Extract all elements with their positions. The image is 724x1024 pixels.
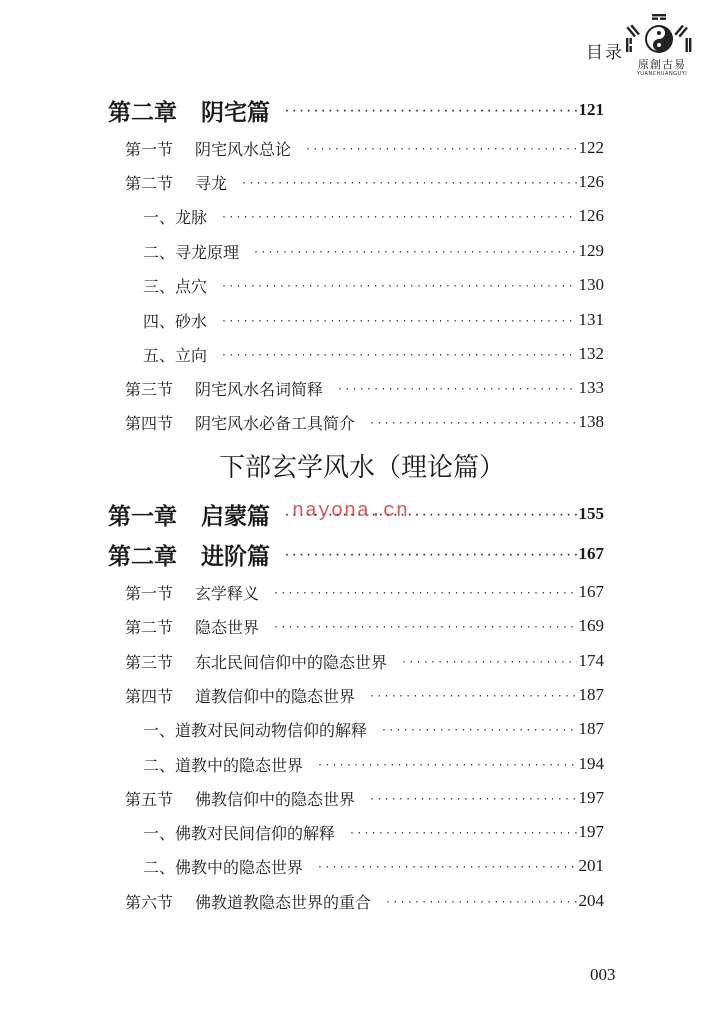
toc-entry[interactable] bbox=[143, 203, 604, 229]
toc-entry[interactable] bbox=[125, 135, 604, 161]
toc-entry[interactable] bbox=[108, 93, 604, 127]
toc-entry[interactable] bbox=[125, 169, 604, 195]
toc-page: 122 bbox=[578, 138, 604, 157]
leader-dots bbox=[337, 384, 576, 395]
toc-title: 二、寻龙原理 bbox=[143, 242, 240, 262]
toc-page: 194 bbox=[578, 754, 604, 773]
toc-title: 三、点穴 bbox=[143, 276, 208, 296]
toc-label: 第六节 bbox=[125, 892, 174, 912]
toc-page: 126 bbox=[578, 172, 604, 191]
toc-title: 东北民间信仰中的隐态世界 bbox=[195, 652, 388, 672]
toc-title: 寻龙 bbox=[195, 173, 228, 193]
toc-entry[interactable] bbox=[125, 785, 604, 811]
page-number: 003 bbox=[590, 965, 616, 984]
toc-entry[interactable] bbox=[143, 716, 604, 742]
leader-dots bbox=[401, 657, 576, 668]
toc-title: 佛教信仰中的隐态世界 bbox=[195, 789, 356, 809]
toc-page: 167 bbox=[578, 582, 604, 601]
toc-page: 197 bbox=[578, 822, 604, 841]
toc-title: 阴宅篇 bbox=[201, 98, 270, 126]
leader-dots bbox=[221, 316, 576, 327]
toc-title: 四、砂水 bbox=[143, 311, 208, 331]
leader-dots bbox=[369, 794, 576, 805]
toc-page: 204 bbox=[578, 891, 604, 910]
leader-dots bbox=[369, 418, 576, 429]
toc-page: 121 bbox=[578, 100, 604, 119]
leader-dots bbox=[317, 760, 576, 771]
toc-label: 第三节 bbox=[125, 379, 174, 399]
toc-entry[interactable] bbox=[125, 648, 604, 674]
leader-dots bbox=[369, 691, 576, 702]
toc-entry[interactable] bbox=[125, 579, 604, 605]
leader-dots bbox=[221, 281, 576, 292]
toc-label: 第二节 bbox=[125, 173, 174, 193]
toc-title: 一、龙脉 bbox=[143, 207, 208, 227]
logo-subtext: YUANCHUANGUYI bbox=[636, 71, 688, 77]
toc-label: 第一节 bbox=[125, 583, 174, 603]
toc-entry[interactable] bbox=[143, 238, 604, 264]
toc-entry[interactable] bbox=[143, 272, 604, 298]
toc-label: 第四节 bbox=[125, 686, 174, 706]
toc-title: 二、佛教中的隐态世界 bbox=[143, 857, 304, 877]
watermark: nayona.cn bbox=[292, 500, 410, 523]
toc-label: 第四节 bbox=[125, 413, 174, 433]
toc-page: 155 bbox=[578, 504, 604, 523]
toc-entry[interactable] bbox=[108, 537, 604, 571]
leader-dots bbox=[221, 212, 576, 223]
toc-page: 131 bbox=[578, 310, 604, 329]
toc-entry[interactable] bbox=[125, 613, 604, 639]
toc-entry[interactable] bbox=[125, 682, 604, 708]
toc-page: 201 bbox=[578, 856, 604, 875]
toc-entry[interactable] bbox=[143, 751, 604, 777]
leader-dots bbox=[241, 178, 576, 189]
toc-entry[interactable] bbox=[125, 375, 604, 401]
leader-dots bbox=[284, 550, 577, 561]
toc-entry[interactable] bbox=[143, 819, 604, 845]
toc-page: 138 bbox=[578, 412, 604, 431]
leader-dots bbox=[381, 725, 576, 736]
header-label: 目录 bbox=[586, 43, 624, 63]
toc-label: 第二章 bbox=[108, 542, 177, 570]
toc-label: 第一章 bbox=[108, 502, 177, 530]
toc-page: 187 bbox=[578, 685, 604, 704]
toc-page: 126 bbox=[578, 206, 604, 225]
toc-title: 五、立向 bbox=[143, 345, 208, 365]
toc-title: 阴宅风水必备工具简介 bbox=[195, 413, 356, 433]
toc-title: 阴宅风水名词简释 bbox=[195, 379, 324, 399]
toc-page: 133 bbox=[578, 378, 604, 397]
toc-title: 隐态世界 bbox=[195, 617, 260, 637]
toc-page: 132 bbox=[578, 344, 604, 363]
toc-entry[interactable] bbox=[143, 307, 604, 333]
leader-dots bbox=[317, 862, 576, 873]
toc-entry[interactable] bbox=[143, 341, 604, 367]
toc-page: 174 bbox=[578, 651, 604, 670]
leader-dots bbox=[273, 622, 576, 633]
toc-entry[interactable] bbox=[125, 409, 604, 435]
toc-page: 187 bbox=[578, 719, 604, 738]
toc-title: 启蒙篇 bbox=[201, 502, 270, 530]
toc-page: 169 bbox=[578, 616, 604, 635]
toc-label: 第二章 bbox=[108, 98, 177, 126]
leader-dots bbox=[284, 106, 577, 117]
toc-page: 167 bbox=[578, 544, 604, 563]
leader-dots bbox=[385, 897, 576, 908]
toc-label: 第一节 bbox=[125, 139, 174, 159]
toc-entry[interactable] bbox=[125, 888, 604, 914]
toc-title: 进阶篇 bbox=[201, 542, 270, 570]
toc-label: 第五节 bbox=[125, 789, 174, 809]
toc-title: 一、佛教对民间信仰的解释 bbox=[143, 823, 336, 843]
part-title: 下部玄学风水（理论篇） bbox=[218, 453, 505, 483]
toc-title: 阴宅风水总论 bbox=[195, 139, 292, 159]
leader-dots bbox=[273, 588, 576, 599]
toc-page: 129 bbox=[578, 241, 604, 260]
toc-title: 二、道教中的隐态世界 bbox=[143, 755, 304, 775]
toc-label: 第二节 bbox=[125, 617, 174, 637]
toc-page: 197 bbox=[578, 788, 604, 807]
toc-entry[interactable] bbox=[143, 853, 604, 879]
toc-page: 130 bbox=[578, 275, 604, 294]
toc-label: 第三节 bbox=[125, 652, 174, 672]
leader-dots bbox=[253, 247, 576, 258]
logo-text: 原創古易 bbox=[638, 58, 686, 71]
leader-dots bbox=[349, 828, 576, 839]
leader-dots bbox=[221, 350, 576, 361]
toc-title: 佛教道教隐态世界的重合 bbox=[195, 892, 372, 912]
leader-dots bbox=[305, 144, 576, 155]
toc-title: 玄学释义 bbox=[195, 583, 260, 603]
toc-title: 道教信仰中的隐态世界 bbox=[195, 686, 356, 706]
toc-title: 一、道教对民间动物信仰的解释 bbox=[143, 720, 368, 740]
